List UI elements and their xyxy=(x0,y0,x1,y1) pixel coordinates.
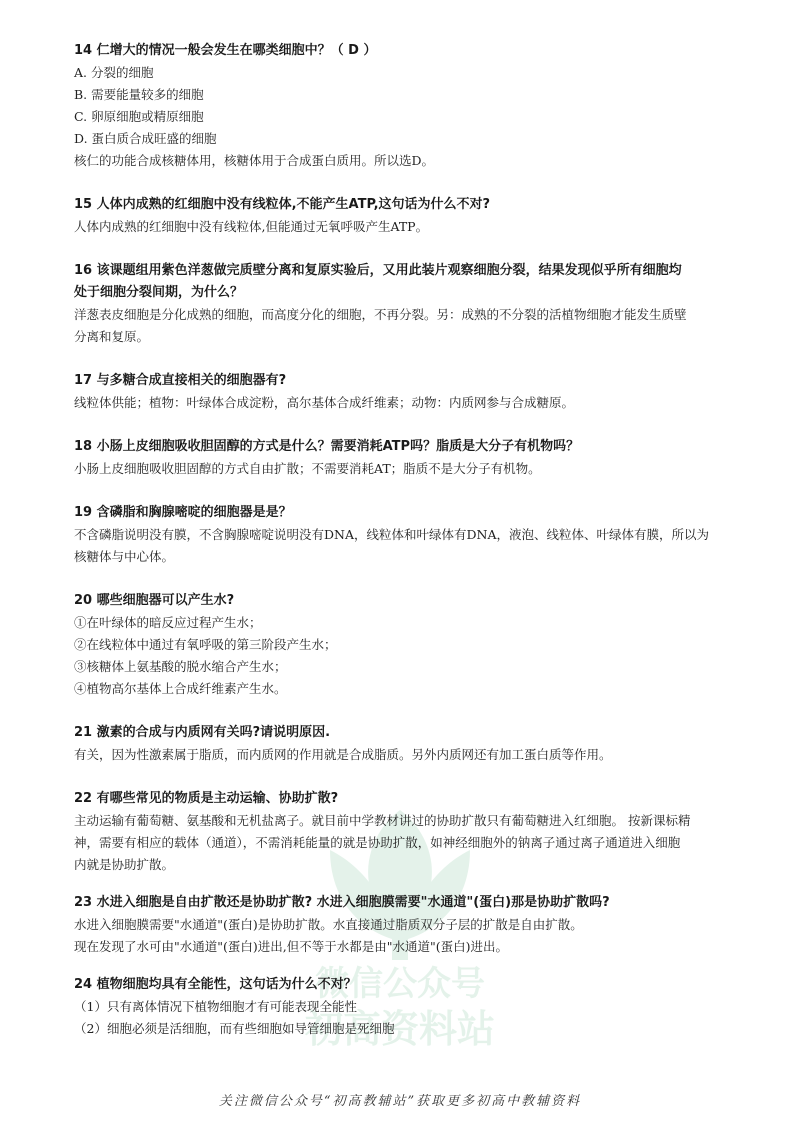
question-16 xyxy=(74,260,734,348)
answer-line: 水进入细胞膜需要"水通道"(蛋白)是协助扩散。水直接通过脂质双分子层的扩散是自由扩散。 xyxy=(74,917,583,932)
answer-line: ②在线粒体中通过有氧呼吸的第三阶段产生水； xyxy=(74,637,337,652)
question-title: 15 人体内成熟的红细胞中没有线粒体,不能产生ATP,这句话为什么不对? xyxy=(74,197,491,212)
watermark-line-1: 微信公众号 xyxy=(315,964,485,1004)
watermark-line-2: 初高资料站 xyxy=(304,1007,496,1051)
answer-line: 线粒体供能；植物：叶绿体合成淀粉，高尔基体合成纤维素；动物：内质网参与合成糖原。 xyxy=(74,395,575,410)
answer-line: 核仁的功能合成核糖体用，核糖体用于合成蛋白质用。所以选D。 xyxy=(74,153,435,168)
question-15 xyxy=(74,194,734,238)
question-title: 24 植物细胞均具有全能性，这句话为什么不对？ xyxy=(74,977,357,992)
answer-line: （1）只有离体情况下植物细胞才有可能表现全能性 xyxy=(74,999,357,1014)
answer-line: （2）细胞必须是活细胞，而有些细胞如导管细胞是死细胞 xyxy=(74,1021,395,1036)
question-title: 17 与多糖合成直接相关的细胞器有? xyxy=(74,373,287,388)
answer-line: 神，需要有相应的载体（通道），不需消耗能量的就是协助扩散，如神经细胞外的钠离子通过离子通道进入细胞 xyxy=(74,835,681,850)
option-d: D. 蛋白质合成旺盛的细胞 xyxy=(74,131,217,146)
question-23 xyxy=(74,892,734,958)
answer-line: 不含磷脂说明没有膜，不含胸腺嘧啶说明没有DNA，线粒体和叶绿体有DNA，液泡、线粒体、叶绿体有膜，所以为 xyxy=(74,527,709,542)
question-20 xyxy=(74,590,734,700)
question-22 xyxy=(74,788,734,876)
question-title: 20 哪些细胞器可以产生水? xyxy=(74,593,235,608)
question-title: 23 水进入细胞是自由扩散还是协助扩散? 水进入细胞膜需要"水通道"(蛋白)那是协助扩散吗? xyxy=(74,895,610,910)
answer-line: 有关，因为性激素属于脂质，而内质网的作用就是合成脂质。另外内质网还有加工蛋白质等作用。 xyxy=(74,747,612,762)
answer-line: 分离和复原。 xyxy=(74,329,150,344)
answer-line: 现在发现了水可由"水通道"(蛋白)进出,但不等于水都是由"水通道"(蛋白)进出。 xyxy=(74,939,508,954)
question-17 xyxy=(74,370,734,414)
document-body xyxy=(74,40,734,1040)
option-a: A. 分裂的细胞 xyxy=(74,65,154,80)
option-b: B. 需要能量较多的细胞 xyxy=(74,87,204,102)
question-24 xyxy=(74,974,734,1040)
answer-line: ③核糖体上氨基酸的脱水缩合产生水； xyxy=(74,659,287,674)
question-14 xyxy=(74,40,734,172)
question-title: 18 小肠上皮细胞吸收胆固醇的方式是什么？需要消耗ATP吗？脂质是大分子有机物吗？ xyxy=(74,439,580,454)
answer-line: 洋葱表皮细胞是分化成熟的细胞，而高度分化的细胞，不再分裂。另：成熟的不分裂的活植物细胞才能发生质壁 xyxy=(74,307,687,322)
answer-line: ④植物高尔基体上合成纤维素产生水。 xyxy=(74,681,287,696)
question-title: 21 激素的合成与内质网有关吗?请说明原因. xyxy=(74,725,331,740)
question-title: 19 含磷脂和胸腺嘧啶的细胞器是是？ xyxy=(74,505,292,520)
page-footer: 关注微信公众号“初高教辅站”获取更多初高中教辅资料 xyxy=(218,1094,582,1109)
question-title: 14 仁增大的情况一般会发生在哪类细胞中？（ D ） xyxy=(74,43,377,58)
answer-line: 人体内成熟的红细胞中没有线粒体,但能通过无氧呼吸产生ATP。 xyxy=(74,219,429,234)
answer-line: 核糖体与中心体。 xyxy=(74,549,175,564)
question-title-cont: 处于细胞分裂间期，为什么？ xyxy=(74,285,244,300)
answer-line: 内就是协助扩散。 xyxy=(74,857,175,872)
question-18 xyxy=(74,436,734,480)
option-c: C. 卵原细胞或精原细胞 xyxy=(74,109,204,124)
question-title: 22 有哪些常见的物质是主动运输、协助扩散? xyxy=(74,791,339,806)
answer-line: 小肠上皮细胞吸收胆固醇的方式自由扩散；不需要消耗AT；脂质不是大分子有机物。 xyxy=(74,461,541,476)
answer-line: 主动运输有葡萄糖、氨基酸和无机盐离子。就目前中学教材讲过的协助扩散只有葡萄糖进入红细胞。 按新课标精 xyxy=(74,813,691,828)
question-21 xyxy=(74,722,734,766)
question-19 xyxy=(74,502,734,568)
answer-line: ①在叶绿体的暗反应过程产生水； xyxy=(74,615,262,630)
question-title: 16 该课题组用紫色洋葱做完质壁分离和复原实验后，又用此装片观察细胞分裂，结果发现似乎所有细胞均 xyxy=(74,263,682,278)
